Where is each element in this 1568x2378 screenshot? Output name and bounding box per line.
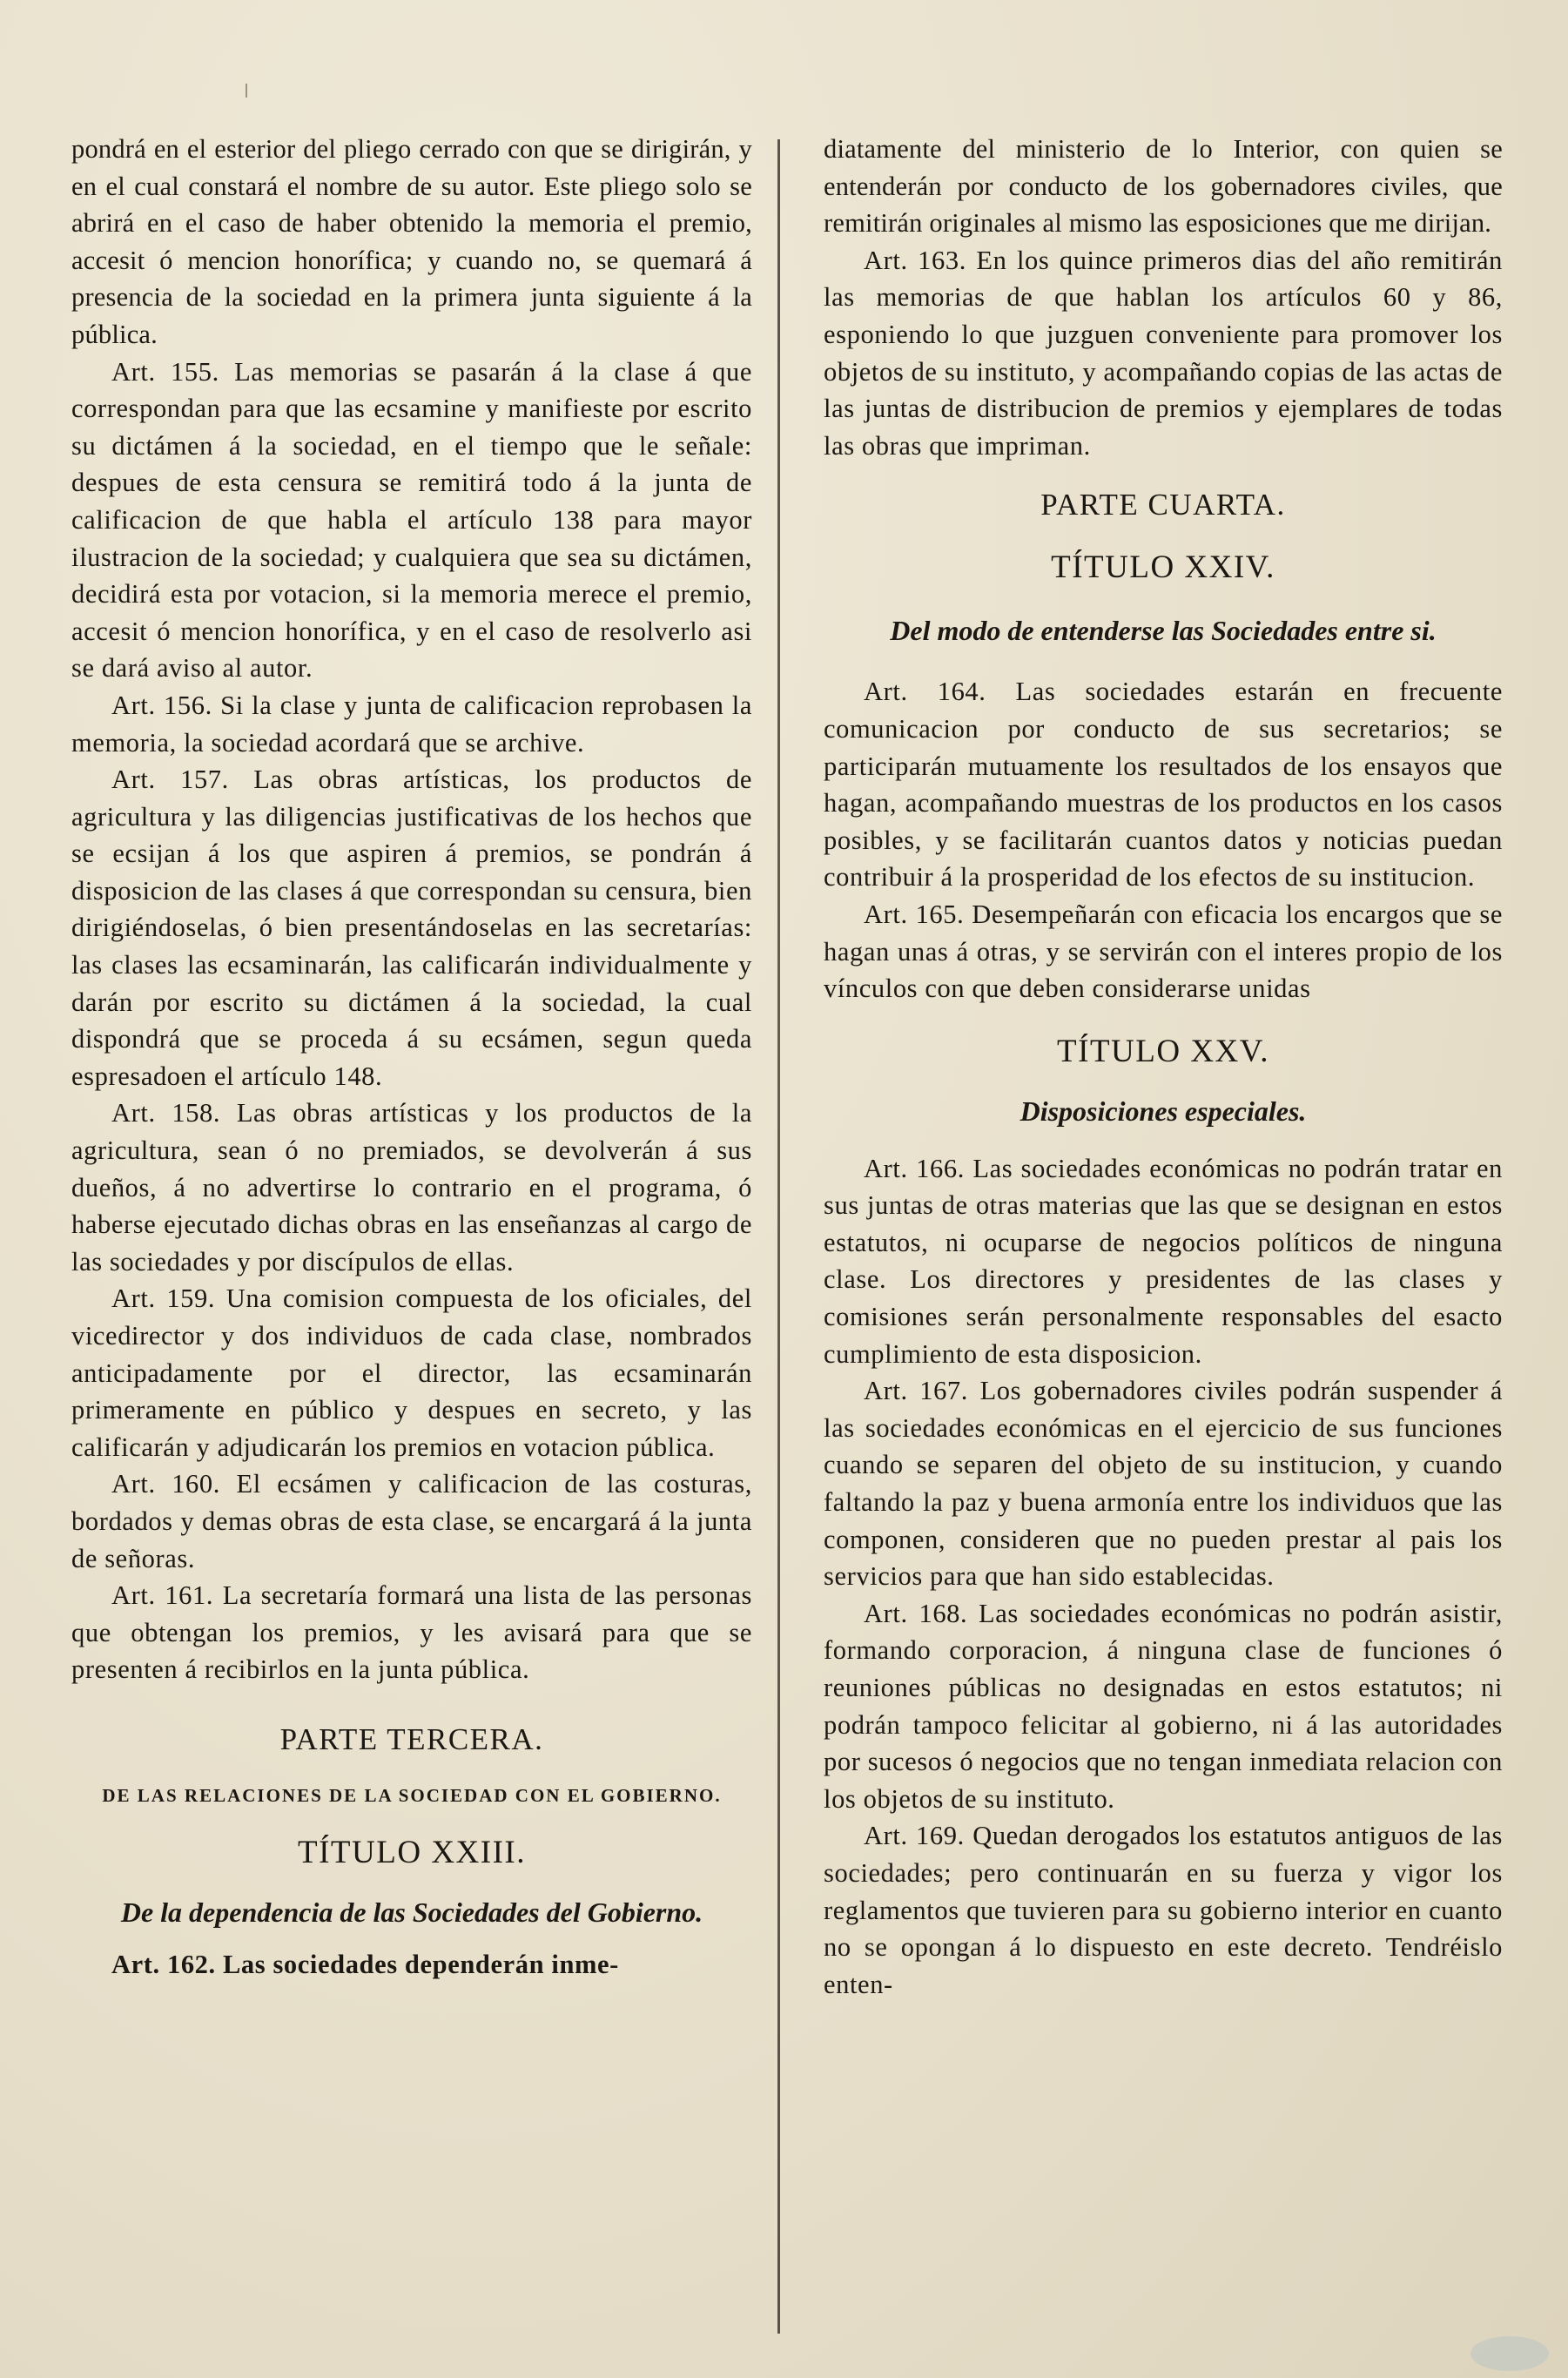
title-23-heading: TÍTULO XXIII. bbox=[298, 1834, 526, 1870]
title-25-heading: TÍTULO XXV. bbox=[1057, 1033, 1269, 1069]
article-160: Art. 160. El ecsámen y calificacion de las costuras, bordados y demas obras de esta clase, se encargará á la junta de señoras. bbox=[71, 1469, 752, 1573]
part-four-heading: PARTE CUARTA. bbox=[1040, 488, 1286, 522]
article-166: Art. 166. Las sociedades económicas no podrán tratar en sus juntas de otras materias que las que se designan en estos estatutos, ni ocuparse de negocios políticos de ninguna clase. Los directores y presidentes de las clases y comisiones serán personalmente responsables del esacto cumplimiento de esta disposicion. bbox=[824, 1153, 1503, 1369]
article-165: Art. 165. Desempeñarán con eficacia los encargos que se hagan unas á otras, y se servirán con el interes propio de los vínculos con que deben considerarse unidas bbox=[824, 899, 1503, 1004]
title-23-subtitle: De la dependencia de las Sociedades del Gobierno. bbox=[120, 1896, 703, 1928]
part-three-heading: PARTE TERCERA. bbox=[279, 1721, 544, 1756]
article-159: Art. 159. Una comision compuesta de los oficiales, del vicedirector y dos individuos de cada clase, nombrados anticipadamente por el director, las ecsaminarán primeramente en público y despues en secreto, y las calificarán y adjudicarán los premios en votacion pública. bbox=[71, 1283, 752, 1462]
title-24-subtitle: Del modo de entenderse las Sociedades entre si. bbox=[890, 615, 1437, 647]
continued-paragraph: pondrá en el esterior del pliego cerrado con que se dirigirán, y en el cual constará el nombre de su autor. Este pliego solo se abrirá en el caso de haber obtenido la memoria el premio, accesit ó mencion honorífica; y cuando no, se quemará á presencia de la sociedad en la primera junta siguiente á la pública. bbox=[71, 134, 752, 349]
margin-mark bbox=[246, 84, 247, 98]
left-column bbox=[71, 131, 752, 1984]
article-169: Art. 169. Quedan derogados los estatutos antiguos de las sociedades; pero continuarán en su fuerza y vigor los reglamentos que tuvieren para su gobierno interior en cuanto no se opongan á lo dispuesto en este decreto. Tendréislo enten- bbox=[824, 1821, 1503, 1999]
article-155: Art. 155. Las memorias se pasarán á la clase á que correspondan para que las ecsamine y manifieste por escrito su dictámen á la sociedad, en el tiempo que le señale: despues de esta censura se remitirá todo á la junta de calificacion de que habla el artículo 138 para mayor ilustracion de la sociedad; y cualquiera que sea su dictámen, decidirá esta por votacion, si la memoria merece el premio, accesit ó mencion honorífica, y en el caso de resolverlo asi se dará aviso al autor. bbox=[71, 356, 752, 684]
article-157: Art. 157. Las obras artísticas, los productos de agricultura y las diligencias justificativas de los hechos que se ecsijan á los que aspiren á premios, se pondrán á disposicion de las clases á que correspondan su censura, bien dirigiéndoselas, ó bien presentándoselas en las secretarías: las clases las ecsaminarán, las calificarán individualmente y darán por escrito su dictámen á la sociedad, la cual dispondrá que se proceda á su ecsámen, segun queda espresadoen el artículo 148. bbox=[71, 765, 752, 1091]
article-167: Art. 167. Los gobernadores civiles podrán suspender á las sociedades económicas en el ejercicio de sus funciones cuando se separen del objeto de su institucion, y cuando faltando la paz y buena armonía entre los individuos que las componen, consideren que no pueden prestar al pais los servicios para que han sido establecidas. bbox=[824, 1376, 1503, 1592]
title-24-heading: TÍTULO XXIV. bbox=[1051, 549, 1275, 586]
column-divider bbox=[777, 139, 780, 2334]
article-164: Art. 164. Las sociedades estarán en frecuente comunicacion por conducto de sus secretarios; se participarán mutuamente los resultados de los ensayos que hagan, acompañando muestras de los productos en los casos posibles, y se facilitarán cuantos datos y noticias puedan contribuir á la prosperidad de los efectos de su institucion. bbox=[824, 677, 1503, 893]
library-stamp bbox=[1470, 2336, 1549, 2371]
title-25-subtitle: Disposiciones especiales. bbox=[1020, 1095, 1307, 1127]
continued-paragraph-right: diatamente del ministerio de lo Interior, con quien se entenderán por conducto de los gobernadores civiles, que remitirán originales al mismo las esposiciones que me dirijan. bbox=[824, 134, 1503, 239]
article-156: Art. 156. Si la clase y junta de calificacion reprobasen la memoria, la sociedad acordará que se archive. bbox=[71, 690, 752, 758]
right-column bbox=[824, 131, 1503, 2003]
article-158: Art. 158. Las obras artísticas y los productos de la agricultura, sean ó no premiados, se devolverán á sus dueños, á no advertirse lo contrario en el programa, ó haberse ejecutado dichas obras en las enseñanzas al cargo de las sociedades y por discípulos de ellas. bbox=[71, 1098, 752, 1277]
article-168: Art. 168. Las sociedades económicas no podrán asistir, formando corporacion, á ninguna clase de funciones ó reuniones públicas no designadas en estos estatutos; ni podrán tampoco felicitar al gobierno, ni á las autoridades por sucesos ó negocios que no tengan inmediata relacion con los objetos de su instituto. bbox=[824, 1598, 1503, 1814]
part-three-subtitle: DE LAS RELACIONES DE LA SOCIEDAD CON EL GOBIERNO. bbox=[102, 1784, 722, 1806]
article-162: Art. 162. Las sociedades dependerán inme- bbox=[111, 1949, 619, 1979]
article-161: Art. 161. La secretaría formará una lista de las personas que obtengan los premios, y les avisará para que se presenten á recibirlos en la junta pública. bbox=[71, 1580, 752, 1685]
article-163: Art. 163. En los quince primeros dias del año remitirán las memorias de que hablan los artículos 60 y 86, esponiendo lo que juzguen conveniente para promover los objetos de su instituto, y acompañando copias de las actas de las juntas de distribucion de premios y ejemplares de todas las obras que impriman. bbox=[824, 245, 1503, 461]
